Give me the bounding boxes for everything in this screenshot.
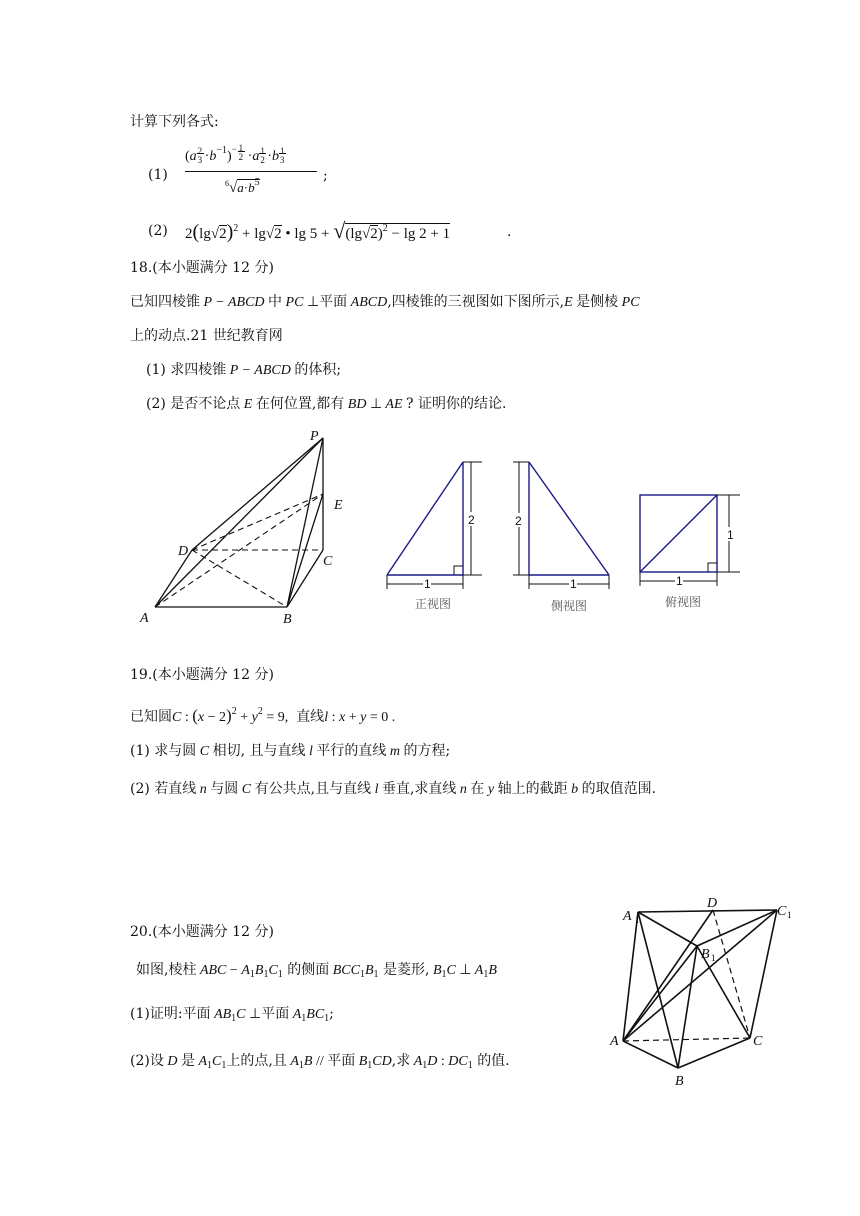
q19-sub2: (2) 若直线 n 与圆 C 有公共点,且与直线 l 垂直,求直线 n 在 y 轴上的截距 b 的取值范围.: [130, 781, 657, 797]
pyramid-figure: [130, 425, 360, 630]
point-C1: C: [777, 904, 787, 919]
q20-sub1: (1)证明:平面 $AB_1C$ ⊥平面 $A_1BC_1$;: [130, 1006, 334, 1024]
svg-text:1: 1: [787, 910, 792, 920]
top-view: [630, 485, 750, 615]
top-height-dim: 1: [727, 528, 734, 542]
q18-sub1: (1) 求四棱锥 P − ABCD 的体积;: [146, 362, 342, 378]
side-height-dim: 2: [515, 514, 522, 528]
q17-part1-label: (1): [148, 167, 168, 183]
q20-heading: 20.(本小题满分 12 分): [130, 924, 274, 940]
q17-part2-label: (2): [148, 223, 168, 239]
front-height-dim: 2: [468, 513, 475, 527]
point-C: C: [753, 1034, 763, 1049]
q20-stem: 如图,棱柱 ABC − $A_1B_1C_1$ 的侧面 $BCC_1B_1$ 是菱形, $B_1C$ ⊥ $A_1B$: [136, 962, 497, 980]
top-width-dim: 1: [676, 574, 683, 588]
q18-stem-line2: 上的动点.21 世纪教育网: [130, 328, 283, 344]
front-view: [380, 455, 490, 615]
front-view-label: 正视图: [415, 597, 452, 611]
q19-stem: 已知圆C : $(x - 2)^2 + y^2 = 9$, 直线l : x + y = 0 .: [130, 706, 396, 725]
q17-intro: 计算下列各式:: [130, 114, 219, 130]
prism-figure: [605, 895, 810, 1090]
q19-sub1: (1) 求与圆 C 相切, 且与直线 l 平行的直线 m 的方程;: [130, 743, 451, 759]
q18-heading: 18.(本小题满分 12 分): [130, 260, 274, 276]
point-D: D: [707, 896, 718, 911]
q17-part2-tail: .: [507, 224, 512, 240]
point-C: C: [323, 554, 333, 569]
q18-stem-line1: 已知四棱锥 P − ABCD 中 PC ⊥平面 ABCD,四棱锥的三视图如下图所示,E 是侧棱 PC: [130, 294, 640, 310]
point-A: A: [610, 1034, 619, 1049]
q20-sub2: (2)设 D 是 $A_1C_1$上的点,且 $A_1B$ // 平面 $B_1CD$,求 $A_1D$ : $DC_1$ 的值.: [130, 1053, 510, 1071]
front-width-dim: 1: [424, 577, 431, 591]
q19-heading: 19.(本小题满分 12 分): [130, 667, 274, 683]
point-B: B: [283, 612, 292, 627]
side-width-dim: 1: [570, 577, 577, 591]
svg-text:1: 1: [635, 915, 640, 925]
point-A1: A: [623, 909, 632, 924]
point-B1: B: [701, 947, 710, 962]
side-view-label: 侧视图: [551, 599, 588, 613]
point-P: P: [310, 429, 319, 444]
q17-part2-formula: $2(\lg√2)^2 + \lg√2$ • $\lg 5 + √(\lg√2)^2 - \lg 2 + 1$: [185, 218, 451, 243]
side-view: [505, 455, 615, 615]
point-B: B: [675, 1074, 684, 1089]
q17-part1-tail: ;: [323, 168, 328, 184]
q17-part1-formula: (a $\frac{2}{3}$ $\cdot b^{-1}$) − 1 2 ·a $\frac{1}{2}$ ·b $\frac{1}{3}$ $^6√a\cdot b^5$: [185, 143, 321, 203]
svg-text:1: 1: [711, 953, 716, 963]
point-E: E: [334, 498, 343, 513]
point-D: D: [178, 544, 189, 559]
top-view-label: 俯视图: [665, 595, 702, 609]
point-A: A: [140, 611, 149, 626]
q18-sub2: (2) 是否不论点 E 在何位置,都有 BD ⊥ AE ? 证明你的结论.: [146, 396, 507, 412]
